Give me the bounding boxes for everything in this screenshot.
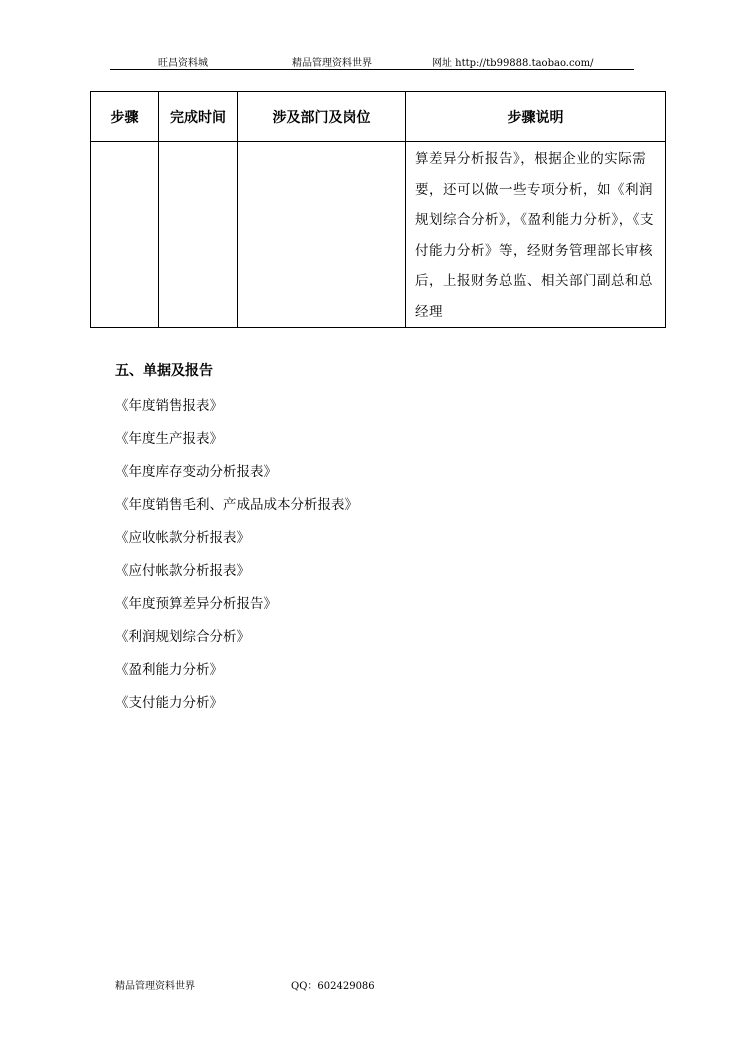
list-item: 《年度库存变动分析报表》 [115, 464, 277, 480]
process-steps-table [90, 91, 666, 328]
list-item: 《年度销售报表》 [115, 398, 223, 414]
cell-step [91, 142, 159, 328]
header-site-name: 精品管理资料世界 [292, 58, 372, 69]
list-item: 《年度生产报表》 [115, 431, 223, 447]
list-item: 《应收帐款分析报表》 [115, 530, 250, 546]
cell-description: 算差异分析报告》，根据企业的实际需要，还可以做一些专项分析，如《利润规划综合分析》，《盈利能力分析》，《支付能力分析》等，经财务管理部长审核后，上报财务总监、相关部门副总和总经理 [406, 142, 666, 328]
table-header-row [91, 92, 666, 142]
list-item: 《年度销售毛利、产成品成本分析报表》 [115, 497, 358, 513]
cell-time [159, 142, 238, 328]
footer-site-name: 精品管理资料世界 [115, 981, 195, 992]
report-list [115, 390, 358, 720]
list-item: 《支付能力分析》 [115, 695, 223, 711]
column-header-department: 涉及部门及岗位 [238, 92, 406, 142]
header-shop-name: 旺昌资料城 [158, 58, 208, 69]
footer-qq-number: QQ：602429086 [291, 981, 375, 992]
list-item: 《年度预算差异分析报告》 [115, 596, 277, 612]
table-row [91, 142, 666, 328]
column-header-time: 完成时间 [159, 92, 238, 142]
list-item: 《盈利能力分析》 [115, 662, 223, 678]
section-heading: 五、单据及报告 [115, 363, 213, 379]
header-website-url: 网址 http://tb99888.taobao.com/ [432, 58, 594, 69]
column-header-description: 步骤说明 [406, 92, 666, 142]
cell-department [238, 142, 406, 328]
list-item: 《利润规划综合分析》 [115, 629, 250, 645]
column-header-step: 步骤 [91, 92, 159, 142]
list-item: 《应付帐款分析报表》 [115, 563, 250, 579]
page-header [110, 53, 634, 70]
